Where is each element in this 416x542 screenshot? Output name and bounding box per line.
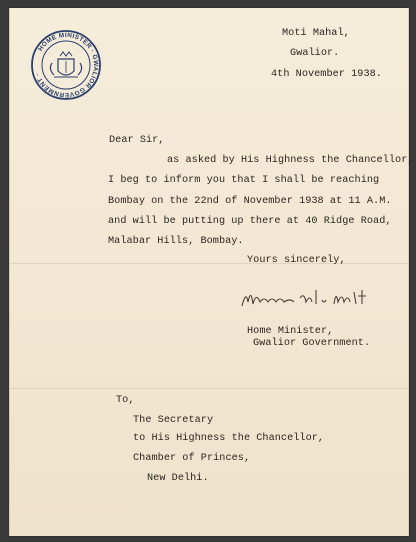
- recipient-line: The Secretary: [133, 415, 214, 426]
- svg-text:HOME MINISTER · GWALIOR GOVERN: HOME MINISTER · GWALIOR GOVERNMENT ·: [34, 31, 100, 99]
- address-line-1: Moti Mahal,: [282, 28, 350, 39]
- fold-line: [10, 388, 408, 389]
- signer-org: Gwalior Government.: [253, 338, 371, 349]
- body-line: and will be putting up there at 40 Ridge Road,: [108, 216, 392, 227]
- salutation: Dear Sir,: [109, 135, 165, 146]
- handwritten-signature: [238, 282, 378, 312]
- recipient-line: to His Highness the Chancellor,: [133, 433, 325, 444]
- body-line: as asked by His Highness the Chancellor,: [167, 155, 414, 166]
- government-seal: [30, 29, 102, 101]
- letter-date: 4th November 1938.: [271, 69, 382, 80]
- recipient-line: Chamber of Princes,: [133, 453, 251, 464]
- closing: Yours sincerely,: [247, 255, 346, 266]
- body-line: Malabar Hills, Bombay.: [108, 236, 244, 247]
- to-label: To,: [116, 395, 135, 406]
- address-line-2: Gwalior.: [290, 48, 340, 59]
- recipient-line: New Delhi.: [147, 473, 209, 484]
- fold-line: [10, 263, 408, 264]
- body-line: Bombay on the 22nd of November 1938 at 11 A.M.: [108, 196, 392, 207]
- signer-title: Home Minister,: [247, 326, 334, 337]
- body-line: I beg to inform you that I shall be reaching: [108, 175, 380, 186]
